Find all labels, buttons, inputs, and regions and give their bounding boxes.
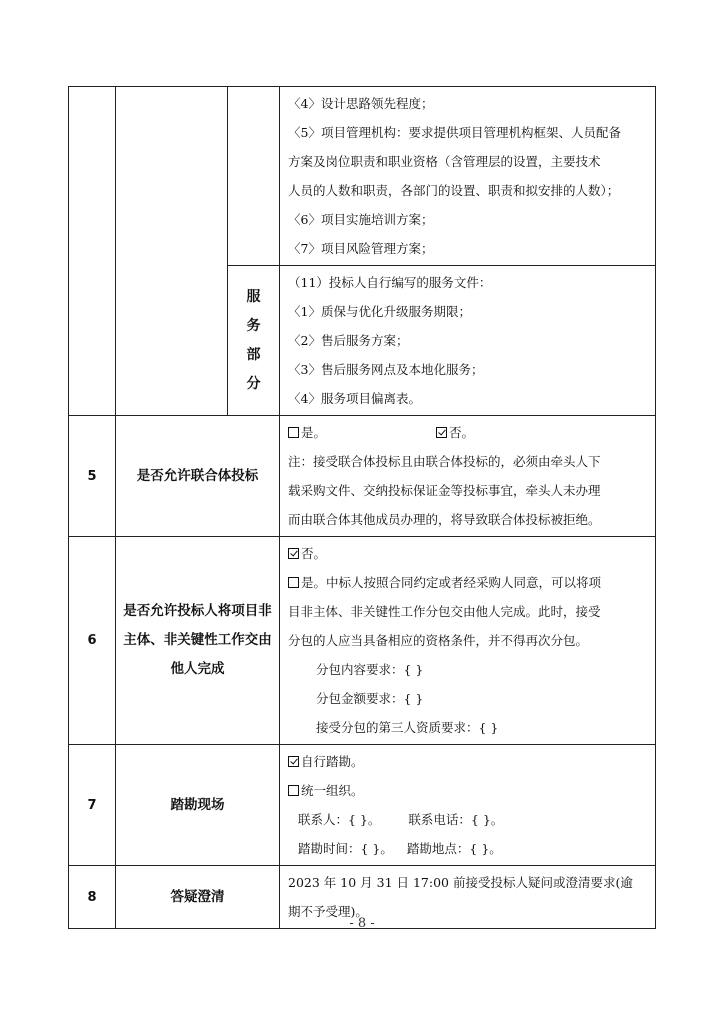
sub-section-label-service: [228, 266, 280, 416]
contact-line: [288, 805, 651, 834]
checkbox-unchecked-icon: [288, 785, 299, 796]
row-number: 7: [69, 745, 116, 866]
content-line: 〈3〉售后服务网点及本地化服务；: [288, 362, 484, 377]
option-yes-text: 是。中标人按照合同约定或者经采购人同意，可以将项: [301, 575, 602, 590]
option-line: [288, 776, 651, 805]
note-line: 载采购文件、交纳投标保证金等投标事宜，牵头人未办理: [288, 483, 601, 498]
table-row-5: [69, 416, 656, 537]
technical-content-cell: [280, 87, 656, 266]
checkbox-checked-icon: [288, 756, 299, 767]
content-line: 〈6〉项目实施培训方案；: [288, 212, 434, 227]
item-cell-continued: [116, 87, 228, 416]
subcontract-content-cell: [280, 537, 656, 745]
content-line: 人员的人数和职责，各部门的设置、职责和拟安排的人数）；: [288, 183, 620, 198]
item-label: 是否允许联合体投标: [116, 416, 280, 537]
row-number: 6: [69, 537, 116, 745]
vertical-char: 分: [246, 375, 261, 392]
option-no-label: 否。: [449, 425, 475, 440]
content-line: 期不予受理)。: [288, 904, 368, 919]
option-no-label: 否。: [301, 546, 327, 561]
checkbox-checked-icon: [288, 548, 299, 559]
item-label: 是否允许投标人将项目非主体、非关键性工作交由他人完成: [116, 537, 280, 745]
content-line: 〈2〉售后服务方案；: [288, 333, 409, 348]
row-number: 5: [69, 416, 116, 537]
subcontract-requirement: 分包内容要求：{ }: [316, 662, 424, 677]
content-line: 分包的人应当具备相应的资格条件，并不得再次分包。: [288, 633, 589, 648]
item-label: 答疑澄清: [116, 866, 280, 929]
bid-requirements-table: [68, 86, 656, 929]
table-row-6: [69, 537, 656, 745]
visit-time: 踏勘时间：{ }。: [298, 841, 393, 856]
option-line: [288, 418, 651, 447]
subcontract-requirement: 接受分包的第三人资质要求：{ }: [316, 720, 499, 735]
content-line: 目非主体、非关键性工作分包交由他人完成。此时，接受: [288, 604, 601, 619]
option-yes-label: 是。: [301, 425, 327, 440]
content-line: 〈4〉设计思路领先程度；: [288, 96, 434, 111]
item-label: 踏勘现场: [116, 745, 280, 866]
option-line: [288, 747, 651, 776]
content-line: 〈5〉项目管理机构：要求提供项目管理机构框架、人员配备: [288, 125, 621, 140]
row-number: 8: [69, 866, 116, 929]
content-line: （11）投标人自行编写的服务文件：: [288, 275, 492, 290]
row-number-cell-continued: [69, 87, 116, 416]
content-line: 〈1〉质保与优化升级服务期限；: [288, 304, 471, 319]
content-line: 〈4〉服务项目偏离表。: [288, 391, 421, 406]
option-org-label: 统一组织。: [301, 783, 364, 798]
checkbox-unchecked-icon: [288, 577, 299, 588]
content-line: 2023 年 10 月 31 日 17:00 前接受投标人疑问或澄清要求(逾: [288, 875, 633, 890]
visit-line: [288, 834, 651, 863]
vertical-char: 服: [246, 288, 261, 305]
checkbox-unchecked-icon: [288, 427, 299, 438]
subcontract-requirement: 分包金额要求：{ }: [316, 691, 424, 706]
content-line: 方案及岗位职责和职业资格（含管理层的设置，主要技术: [288, 154, 601, 169]
page-number: - 8 -: [349, 916, 375, 931]
table-row-7: [69, 745, 656, 866]
option-line: [288, 568, 651, 597]
contact-person: 联系人：{ }。: [298, 812, 381, 827]
note-line: 注：接受联合体投标且由联合体投标的，必须由牵头人下: [288, 454, 601, 469]
consortium-content-cell: [280, 416, 656, 537]
contact-phone: 联系电话：{ }。: [408, 812, 504, 827]
service-content-cell: [280, 266, 656, 416]
note-line: 而由联合体其他成员办理的，将导致联合体投标被拒绝。: [288, 512, 601, 527]
site-visit-content-cell: [280, 745, 656, 866]
table-row-technical: [69, 87, 656, 266]
vertical-char: 部: [246, 346, 261, 363]
option-self-label: 自行踏勘。: [301, 754, 364, 769]
option-line: [288, 539, 651, 568]
visit-place: 踏勘地点：{ }。: [406, 841, 502, 856]
vertical-char: 务: [246, 317, 261, 334]
content-line: 〈7〉项目风险管理方案；: [288, 241, 434, 256]
sub-section-cell-technical: [228, 87, 280, 266]
checkbox-checked-icon: [436, 427, 447, 438]
